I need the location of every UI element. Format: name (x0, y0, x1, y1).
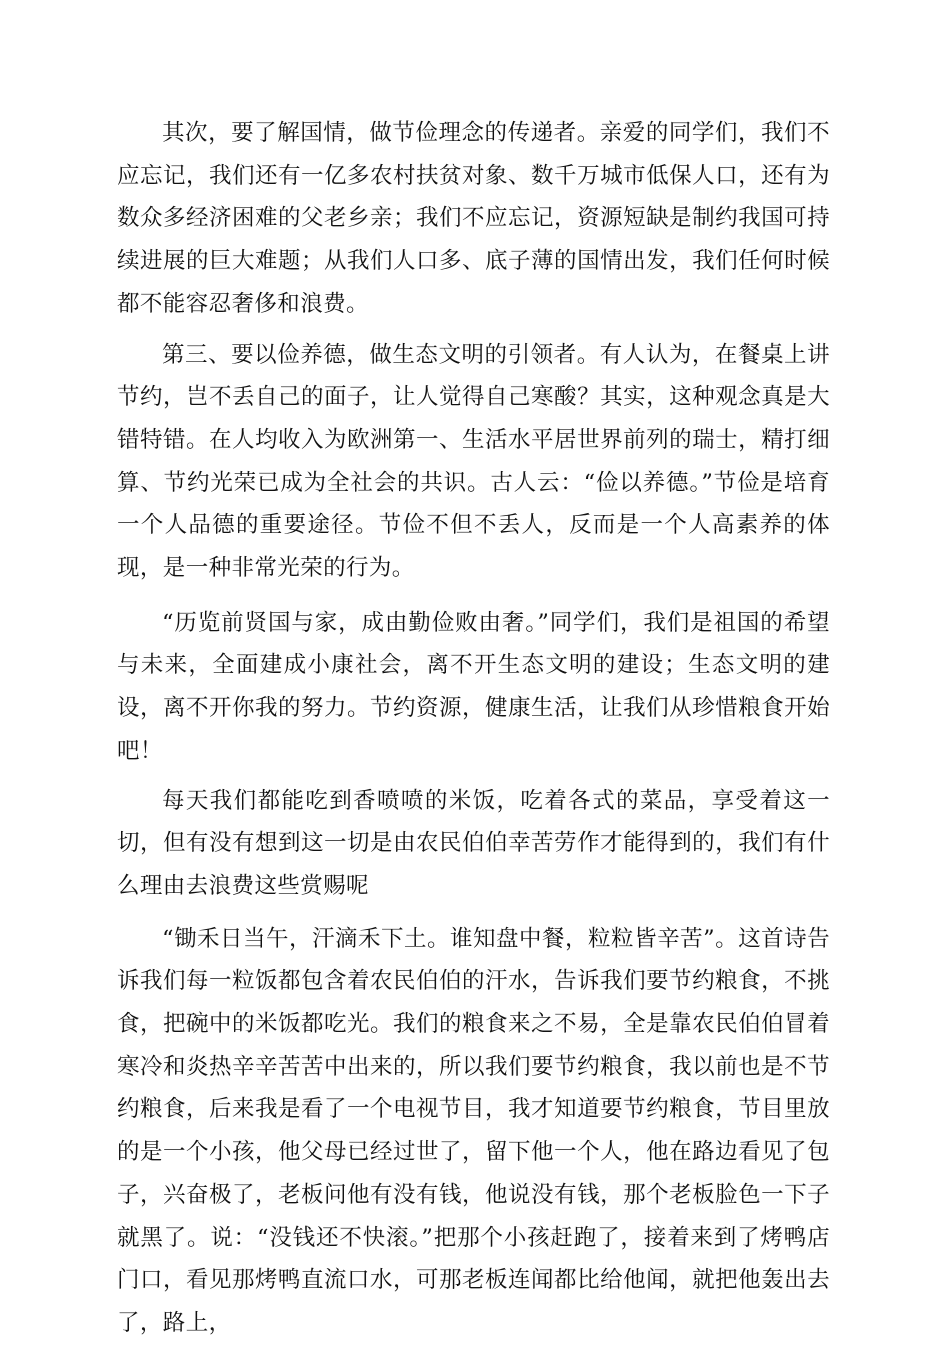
paragraph-national-conditions: 其次，要了解国情，做节俭理念的传递者。亲爱的同学们，我们不应忘记，我们还有一亿多农村扶贫对象、数千万城市低保人口，还有为数众多经济困难的父老乡亲；我们不应忘记，资源短缺是制约我国可持续进展的巨大难题；从我们人口多、底子薄的国情出发，我们任何时候都不能容忍奢侈和浪费。 (117, 120, 830, 317)
paragraph-cherish-food: “历览前贤国与家，成由勤俭败由奢。”同学们，我们是祖国的希望与未来，全面建成小康社会，离不开生态文明的建设；生态文明的建设，离不开你我的努力。节约资源，健康生活，让我们从珍惜粮食开始吧！ (117, 609, 830, 764)
document-body (117, 112, 830, 1345)
paragraph-frugality-virtue: 第三、要以俭养德，做生态文明的引领者。有人认为，在餐桌上讲节约，岂不丢自己的面子，让人觉得自己寒酸？其实，这种观念真是大错特错。在人均收入为欧洲第一、生活水平居世界前列的瑞士，精打细算、节约光荣已成为全社会的共识。古人云：“俭以养德。”节俭是培育一个人品德的重要途径。节俭不但不丢人，反而是一个人高素养的体现，是一种非常光荣的行为。 (117, 341, 830, 582)
paragraph-daily-rice: 每天我们都能吃到香喷喷的米饭，吃着各式的菜品，享受着这一切，但有没有想到这一切是由农民伯伯幸苦劳作才能得到的，我们有什么理由去浪费这些赏赐呢 (117, 787, 830, 899)
paragraph-poem-story: “锄禾日当午，汗滴禾下土。谁知盘中餐，粒粒皆辛苦”。这首诗告诉我们每一粒饭都包含着农民伯伯的汗水，告诉我们要节约粮食，不挑食，把碗中的米饭都吃光。我们的粮食来之不易，全是靠农民伯伯冒着寒冷和炎热辛辛苦苦中出来的，所以我们要节约粮食，我以前也是不节约粮食，后来我是看了一个电视节目，我才知道要节约粮食，节目里放的是一个小孩，他父母已经过世了，留下他一个人，他在路边看见了包子，兴奋极了，老板问他有没有钱，他说没有钱，那个老板脸色一下子就黑了。说：“没钱还不快滚。”把那个小孩赶跑了，接着来到了烤鸭店门口，看见那烤鸭直流口水，可那老板连闻都比给他闻，就把他轰出去了，路上， (117, 925, 830, 1336)
